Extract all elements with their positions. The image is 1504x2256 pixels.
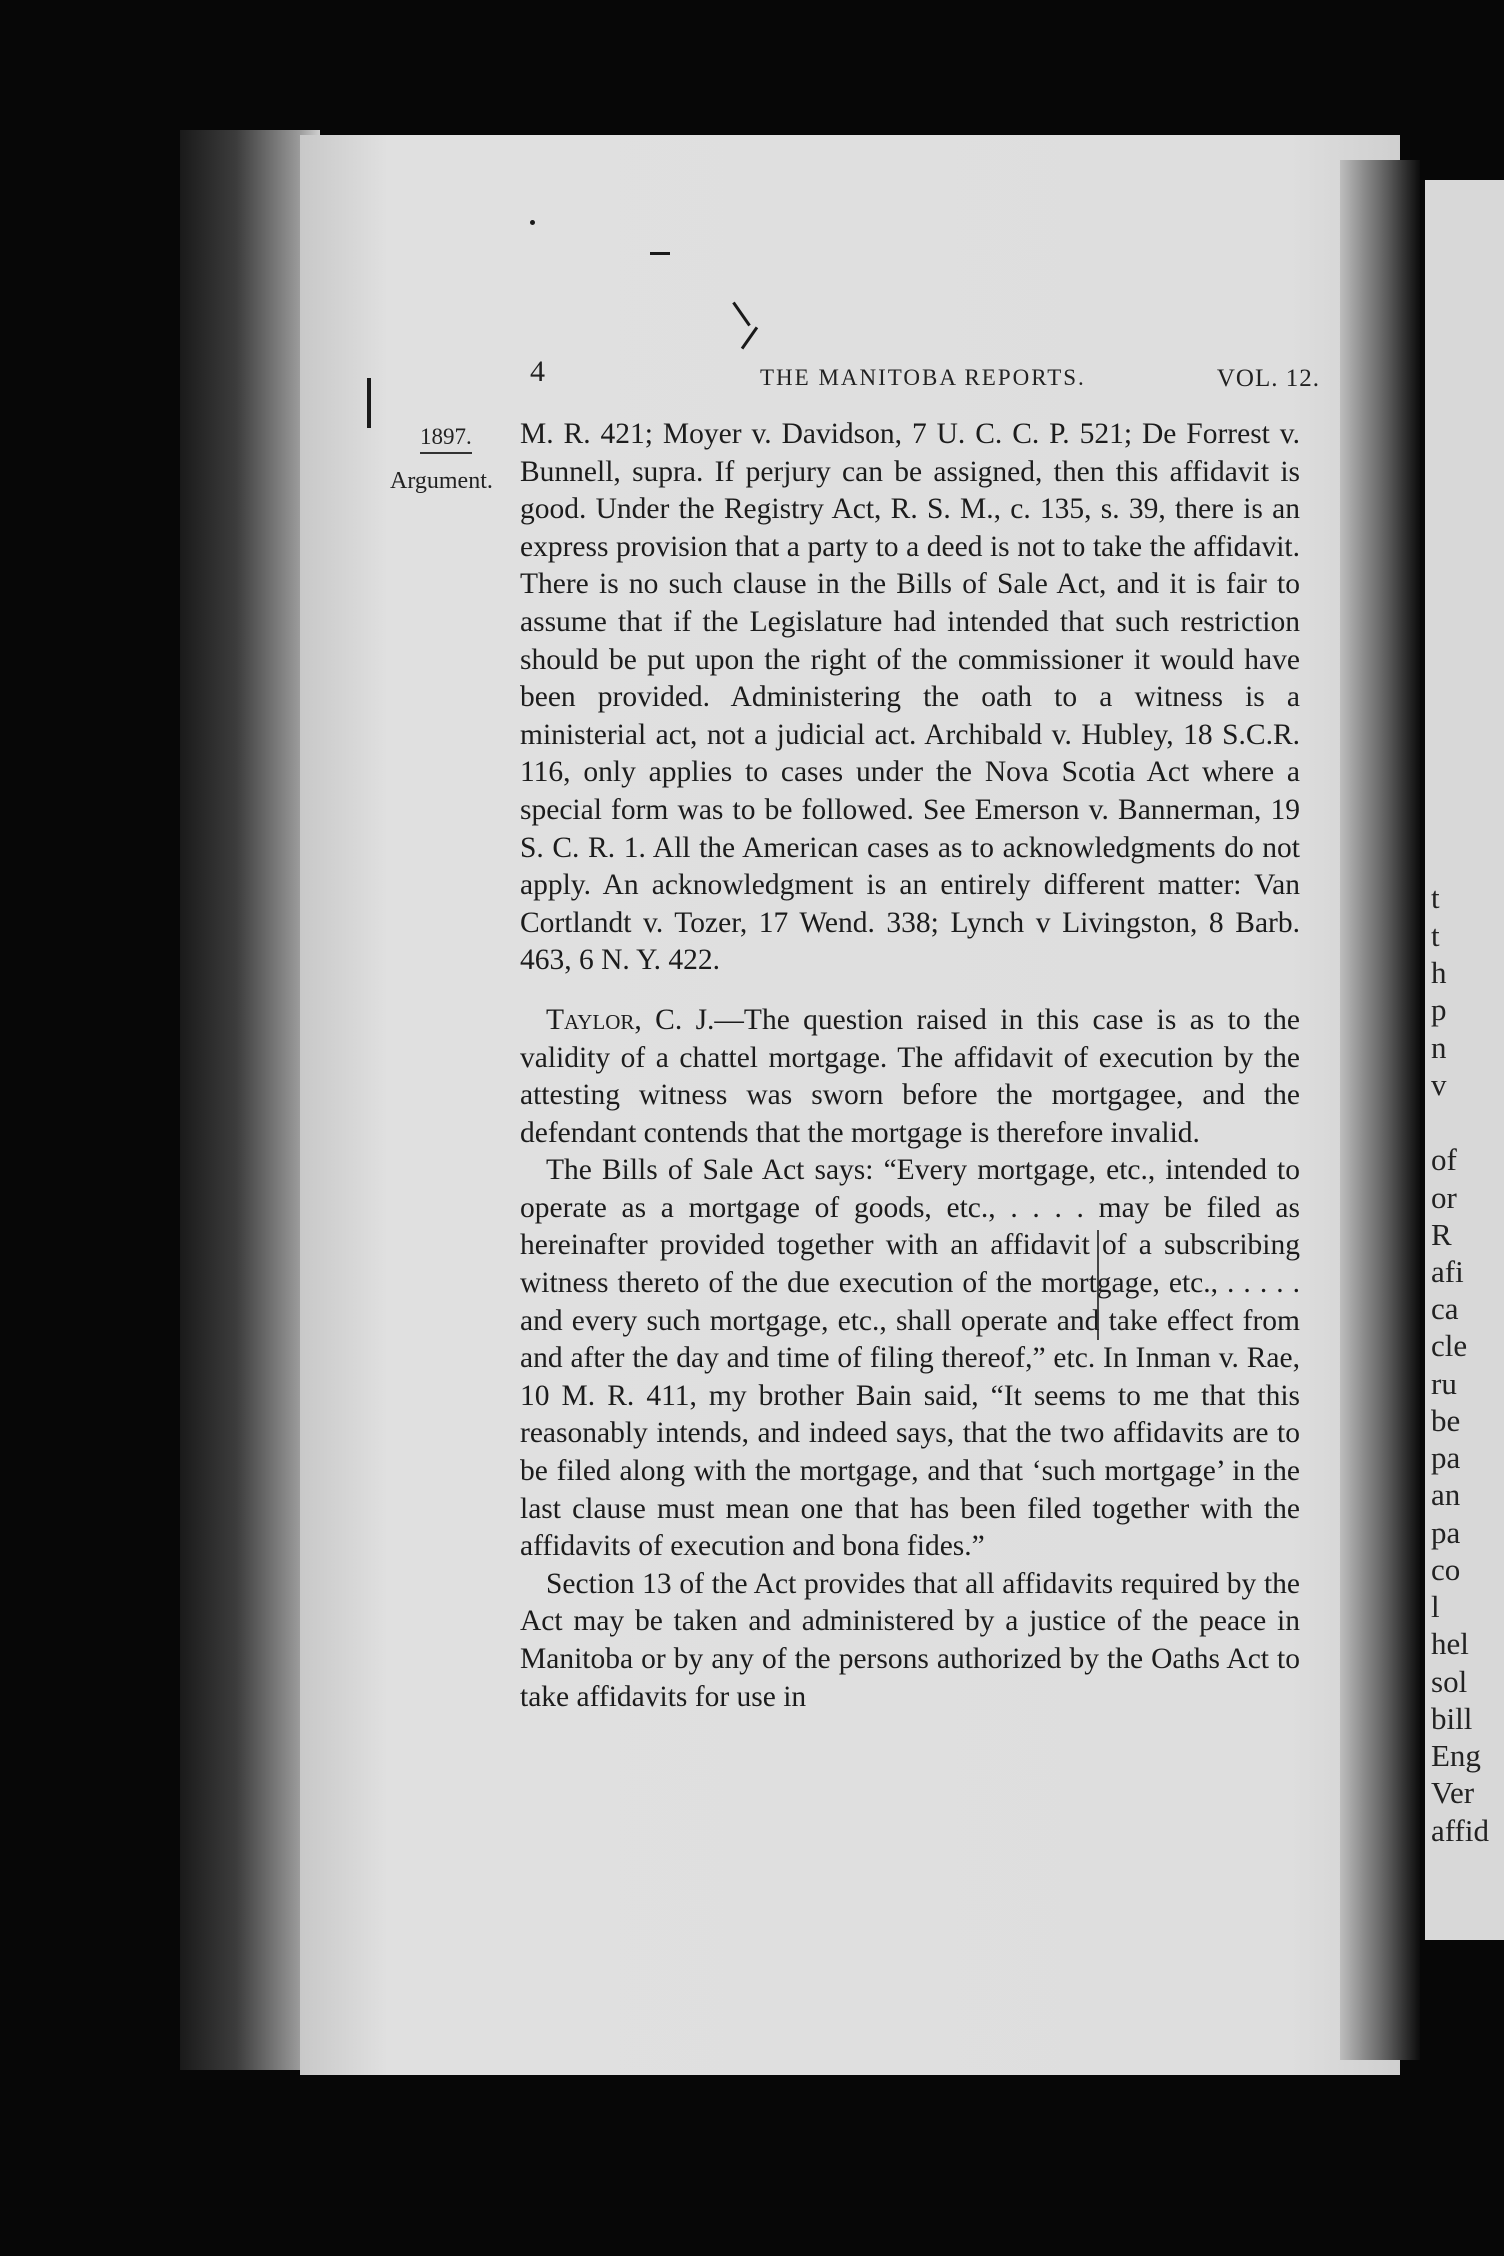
adjacent-fragment: n xyxy=(1431,1030,1447,1065)
adjacent-fragment: co xyxy=(1431,1552,1461,1587)
judgment-paragraph: The Bills of Sale Act says: “Every mortgage, etc., intended to operate as a mortgage of goods, etc., . . . . may be filed as hereinafter provided together with an affidavit of a subscribing witness thereto of the due execution of the mortgage, etc., . . . . . and every such mortgage, etc., shall operate and take effect from and after the day and time of filing thereof,” etc. In Inman v. Rae, 10 M. R. 411, my brother Bain said, “It seems to me that this reasonably intends, and indeed says, that the two affidavits are to be filed along with the mortgage, and that ‘such mortgage’ in the last clause must mean one that has been filed together with the affidavits of execution and bona fides.” xyxy=(520,1154,1300,1563)
argument-paragraph: M. R. 421; Moyer v. Davidson, 7 U. C. C. P. 521; De Forrest v. Bunnell, supra. If perjury can be assigned, then this affidavit is good. Under the Registry Act, R. S. M., c. 135, s. 39, there is an express provision that a party to a deed is not to take the affidavit. There is no such clause in the Bills of Sale Act, and it is fair to assume that if the Legislature had intended that such restriction should be put upon the right of the commissioner it would have been provided. Administering the oath to a witness is a ministerial act, not a judicial act. Archibald v. Hubley, 18 S.C.R. 116, only applies to cases under the Nova Scotia Act where a special form was to be followed. See Emerson v. Bannerman, 19 S. C. R. 1. All the American cases as to acknowledgments do not apply. An acknowledgment is an entirely different matter: Van Cortlandt v. Tozer, 17 Wend. 338; Lynch v Livingston, 8 Barb. 463, 6 N. Y. 422. xyxy=(520,418,1300,977)
judgment-text: —The question raised in this case is as to the validity of a chattel mortgage. The affidavit of execution by the attesting witness was sworn before the mortgagee, and the defendant contends that the mortgage is therefore invalid. xyxy=(520,1003,1300,1149)
volume-label: VOL. 12. xyxy=(1216,365,1320,392)
book-spine xyxy=(180,130,320,2070)
adjacent-fragment: ru xyxy=(1431,1366,1457,1401)
scan-speck xyxy=(530,220,535,225)
adjacent-fragment: pa xyxy=(1431,1440,1461,1475)
margin-note: Argument. xyxy=(390,468,493,494)
adjacent-fragment: be xyxy=(1431,1403,1461,1438)
adjacent-fragment: R xyxy=(1431,1217,1452,1252)
adjacent-fragment: afi xyxy=(1431,1254,1464,1289)
running-header xyxy=(530,355,1320,399)
running-title: THE MANITOBA REPORTS. xyxy=(760,365,1086,390)
adjacent-fragment: v xyxy=(1431,1067,1447,1102)
adjacent-page-strip xyxy=(1425,180,1504,1940)
page-gutter-shadow xyxy=(1340,160,1420,2060)
judge-name: Taylor, C. J. xyxy=(546,1003,715,1036)
adjacent-fragment: h xyxy=(1431,955,1447,990)
adjacent-fragment: l xyxy=(1431,1589,1440,1624)
adjacent-fragment: sol xyxy=(1431,1664,1468,1699)
judgment-paragraph: Section 13 of the Act provides that all affidavits required by the Act may be taken and administered by a justice of the peace in Manitoba or by any of the persons authorized by the Oaths Act to take affidavits for use in xyxy=(520,1567,1300,1713)
adjacent-fragment: Ver xyxy=(1431,1775,1475,1810)
judgment-paragraph xyxy=(520,1002,1300,1152)
adjacent-fragment: or xyxy=(1431,1180,1457,1215)
adjacent-fragment: t xyxy=(1431,918,1440,953)
page-number: 4 xyxy=(530,355,545,388)
scan-speck xyxy=(650,252,670,255)
adjacent-fragment: hel xyxy=(1431,1626,1469,1661)
adjacent-fragment: p xyxy=(1431,992,1447,1027)
adjacent-fragment: of xyxy=(1431,1142,1457,1177)
scan-speck xyxy=(367,378,371,428)
adjacent-fragment: ca xyxy=(1431,1291,1459,1326)
adjacent-fragment: Eng xyxy=(1431,1738,1481,1773)
body-text xyxy=(520,416,1300,1716)
adjacent-fragment: t xyxy=(1431,880,1440,915)
margin-year: 1897. xyxy=(420,424,472,454)
adjacent-fragment: affid xyxy=(1431,1813,1489,1848)
adjacent-fragment: an xyxy=(1431,1477,1461,1512)
adjacent-fragment: cle xyxy=(1431,1328,1468,1363)
adjacent-fragment: pa xyxy=(1431,1515,1461,1550)
adjacent-fragment: bill xyxy=(1431,1701,1473,1736)
